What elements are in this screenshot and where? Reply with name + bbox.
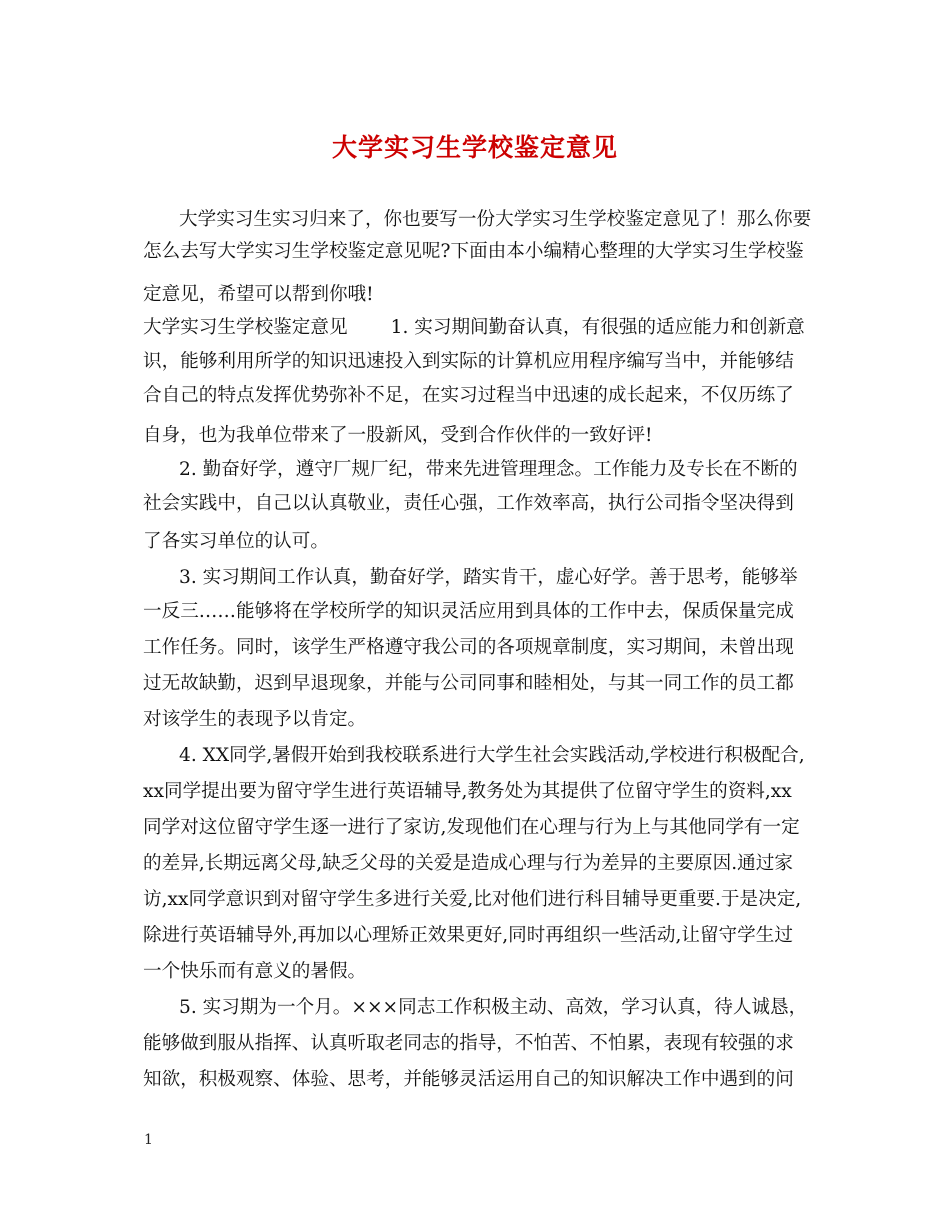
body-line: 识，能够利用所学的知识迅速投入到实际的计算机应用程序编写当中，并能够结 bbox=[143, 351, 794, 372]
body-line: 过无故缺勤，迟到早退现象，并能与公司同事和睦相处，与其一同工作的员工都 bbox=[143, 673, 794, 694]
body-line: 4. XX同学,暑假开始到我校联系进行大学生社会实践活动,学校进行积极配合, bbox=[179, 745, 805, 766]
body-line: 一反三……能够将在学校所学的知识灵活应用到具体的工作中去，保质保量完成 bbox=[143, 601, 794, 622]
body-line: 同学对这位留守学生逐一进行了家访,发现他们在心理与行为上与其他同学有一定 bbox=[143, 817, 800, 838]
body-line: 大学实习生实习归来了，你也要写一份大学实习生学校鉴定意见了！那么你要 bbox=[179, 209, 812, 230]
body-line: 对该学生的表现予以肯定。 bbox=[143, 709, 367, 730]
body-line: 2. 勤奋好学，遵守厂规厂纪，带来先进管理理念。工作能力及专长在不断的 bbox=[179, 459, 798, 480]
body-line: 工作任务。同时，该学生严格遵守我公司的各项规章制度，实习期间，未曾出现 bbox=[143, 637, 794, 658]
page-number: 1 bbox=[144, 1132, 153, 1148]
body-line: 的差异,长期远离父母,缺乏父母的关爱是造成心理与行为差异的主要原因.通过家 bbox=[143, 853, 793, 874]
body-line: 定意见，希望可以帮到你哦! bbox=[143, 284, 374, 305]
body-line: 合自己的特点发挥优势弥补不足，在实习过程当中迅速的成长起来，不仅历练了 bbox=[143, 385, 794, 406]
body-line: 知欲，积极观察、体验、思考，并能够灵活运用自己的知识解决工作中遇到的问 bbox=[143, 1069, 794, 1090]
body-line: 社会实践中，自己以认真敬业，责任心强，工作效率高，执行公司指令坚决得到 bbox=[143, 493, 794, 514]
body-line: 怎么去写大学实习生学校鉴定意见呢?下面由本小编精心整理的大学实习生学校鉴 bbox=[143, 241, 804, 262]
body-line: 自身，也为我单位带来了一股新风，受到合作伙伴的一致好评! bbox=[143, 425, 653, 446]
body-line: 5. 实习期为一个月。×××同志工作积极主动、高效，学习认真，待人诚恳， bbox=[179, 997, 808, 1018]
body-line: 除进行英语辅导外,再加以心理矫正效果更好,同时再组织一些活动,让留守学生过 bbox=[143, 925, 793, 946]
body-line: 3. 实习期间工作认真，勤奋好学，踏实肯干，虚心好学。善于思考，能够举 bbox=[179, 567, 798, 588]
body-line: 能够做到服从指挥、认真听取老同志的指导，不怕苦、不怕累，表现有较强的求 bbox=[143, 1033, 794, 1054]
document-title: 大学实习生学校鉴定意见 bbox=[331, 133, 618, 162]
body-line: 了各实习单位的认可。 bbox=[143, 531, 329, 552]
body-line: 访,xx同学意识到对留守学生多进行关爱,比对他们进行科目辅导更重要.于是决定, bbox=[143, 889, 802, 910]
body-line: 大学实习生学校鉴定意见 1. 实习期间勤奋认真，有很强的适应能力和创新意 bbox=[143, 317, 805, 338]
body-line: 一个快乐而有意义的暑假。 bbox=[143, 961, 367, 982]
body-line: xx同学提出要为留守学生进行英语辅导,教务处为其提供了位留守学生的资料,xx bbox=[143, 781, 792, 802]
